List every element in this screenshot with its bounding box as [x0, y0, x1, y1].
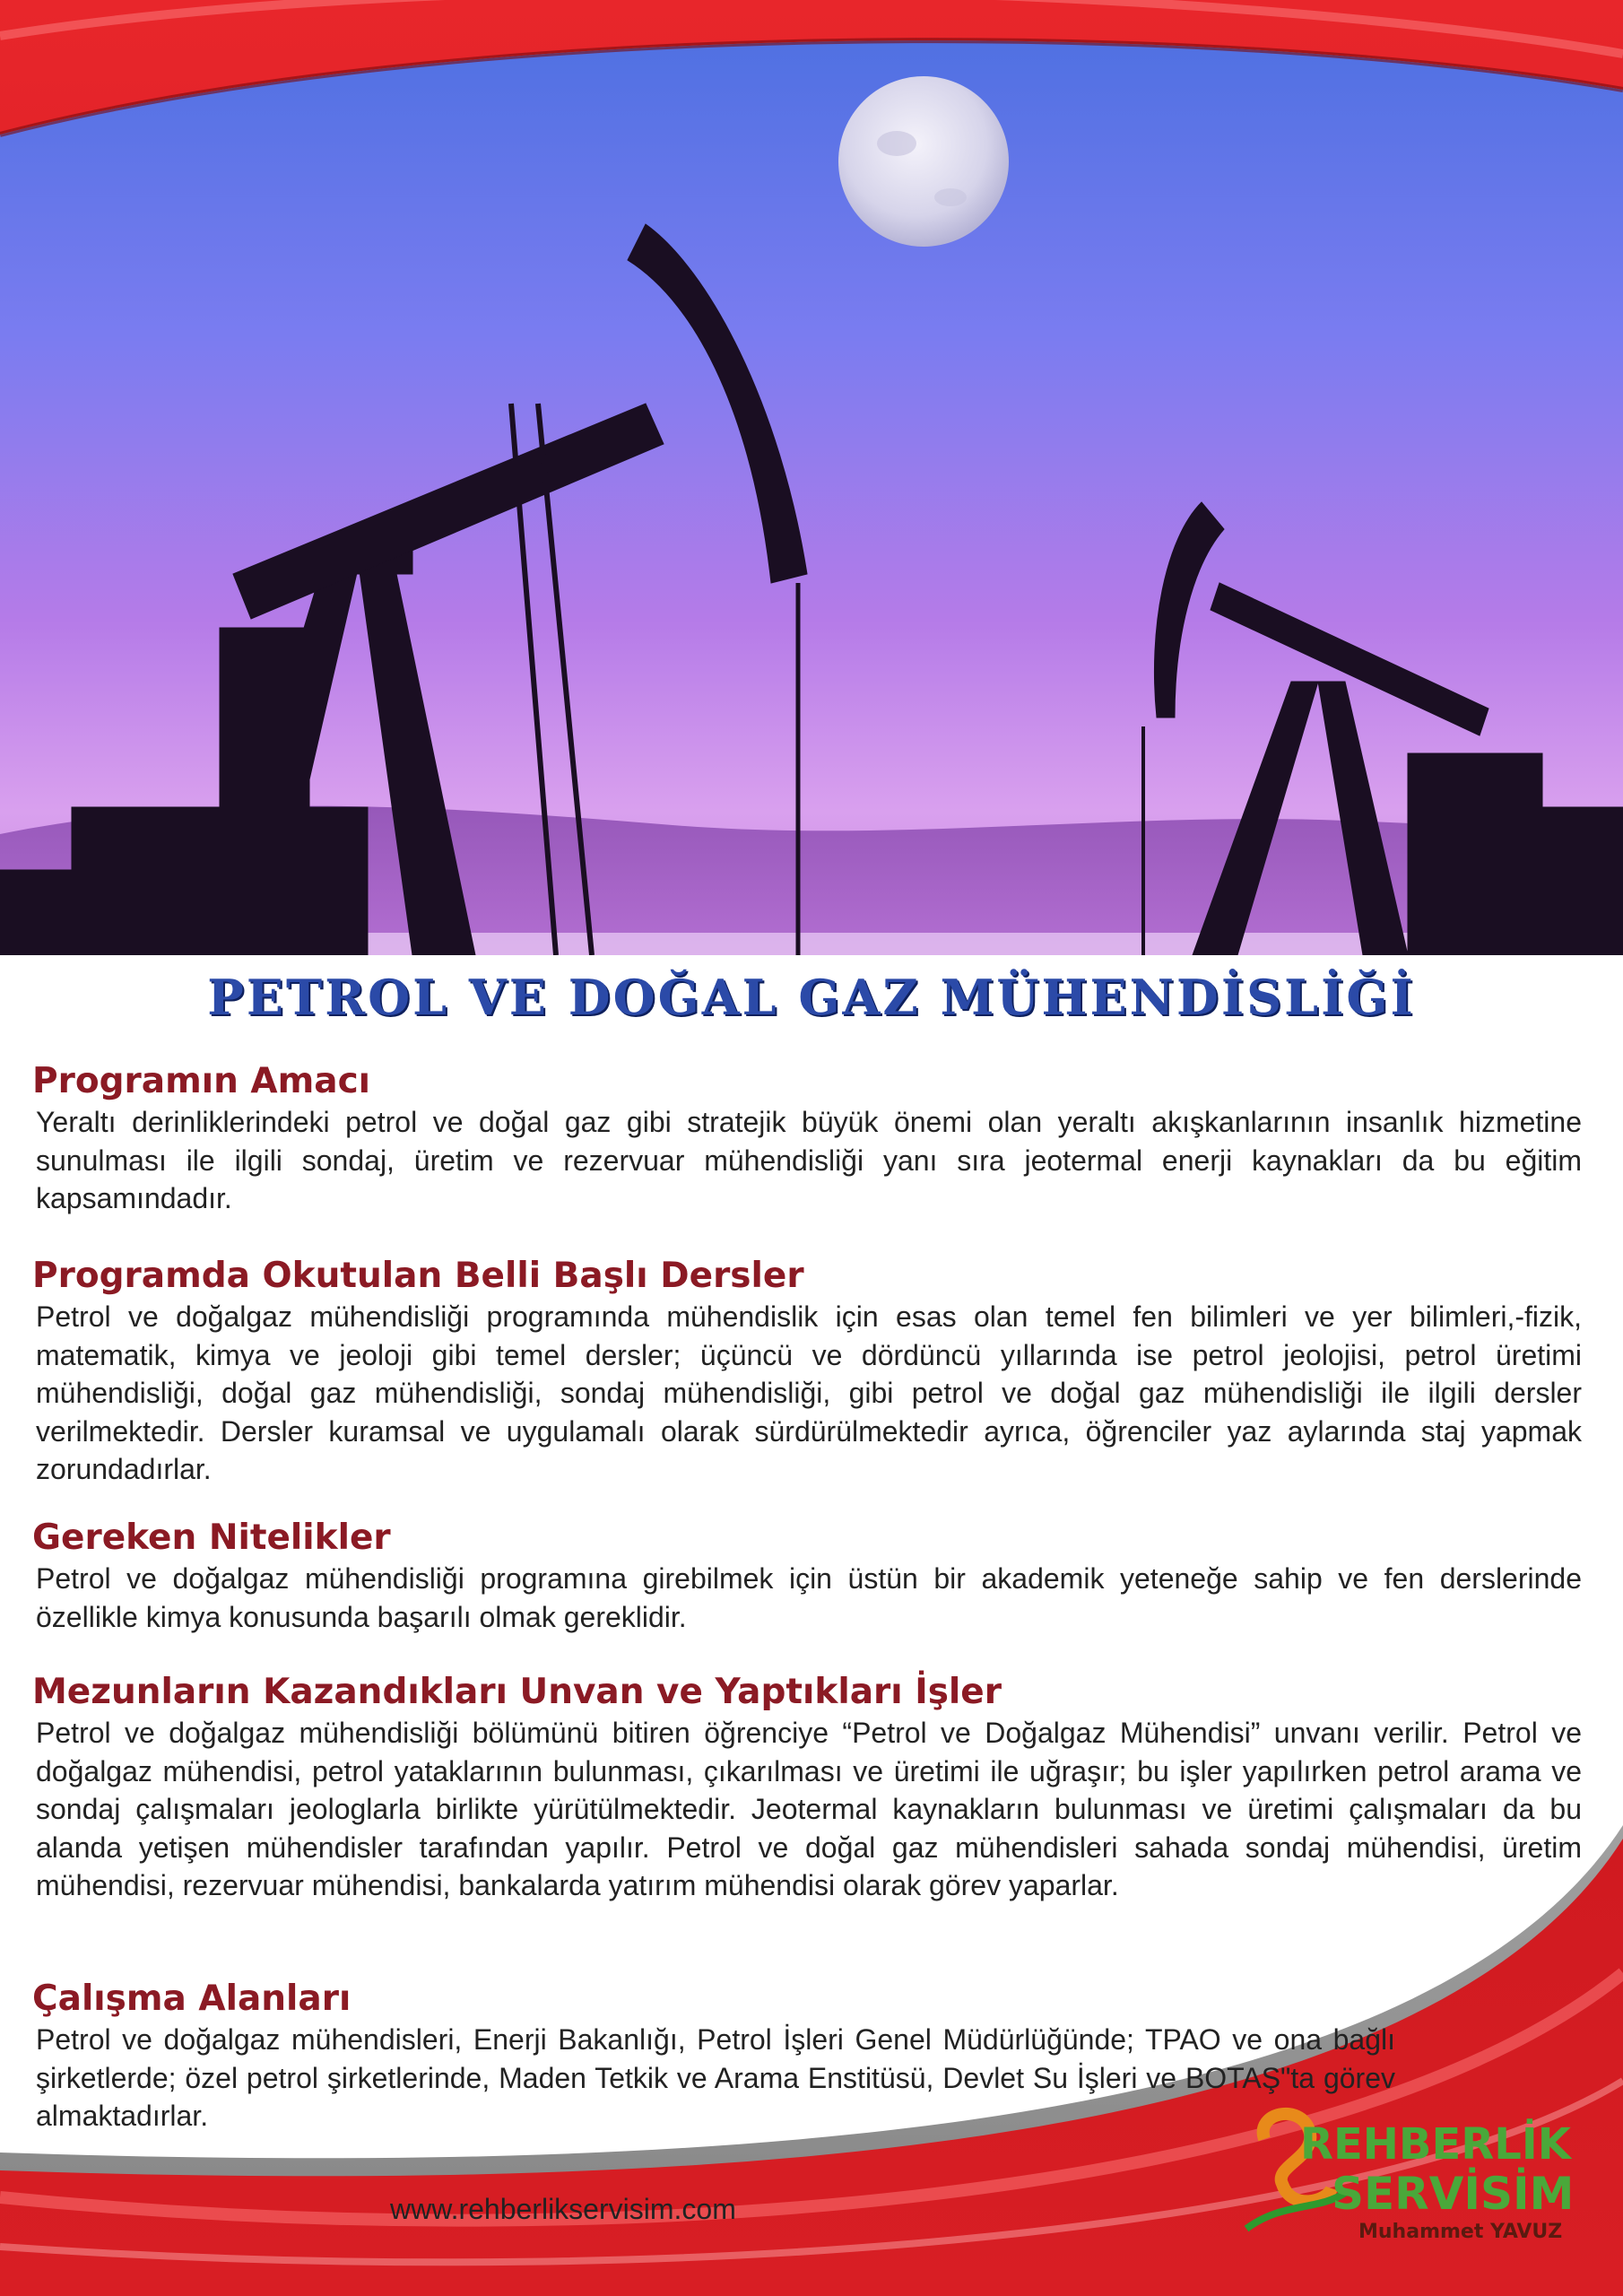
rehberlik-servisim-logo	[1246, 2103, 1575, 2251]
section-heading: Gereken Nitelikler	[32, 1518, 391, 1558]
section-heading: Çalışma Alanları	[32, 1979, 352, 2019]
section-program-purpose	[32, 1061, 1582, 1218]
section-required-qualifications	[32, 1518, 1582, 1636]
website-link[interactable]: www.rehberlikservisim.com	[390, 2193, 736, 2225]
logo-author: Muhammet YAVUZ	[1358, 2221, 1563, 2243]
section-body: Petrol ve doğalgaz mühendisleri, Enerji Bakanlığı, Petrol İşleri Genel Müdürlüğünde; TPAO ve ona bağlı şirketlerde; özel petrol şirketlerinde, Maden Tetkik ve Arama Enstitüsü, Devlet Su İşleri ve BOTAŞ"ta görev almaktadırlar.	[36, 2023, 1395, 2132]
section-main-courses	[32, 1256, 1582, 1489]
section-heading: Programda Okutulan Belli Başlı Dersler	[32, 1256, 804, 1296]
pumpjack-photo	[0, 0, 1623, 955]
section-heading: Programın Amacı	[32, 1061, 371, 1101]
section-work-areas	[32, 1979, 1395, 2135]
logo-text-1: REHBERLİK	[1300, 2119, 1571, 2170]
section-graduate-titles	[32, 1672, 1582, 1905]
section-body: Petrol ve doğalgaz mühendisliği bölümünü bitiren öğrenciye “Petrol ve Doğalgaz Mühendisi” unvanı verilir. Petrol ve doğalgaz mühendisi, petrol yataklarının bulunması, çıkarılması ve üretimi ile uğraşır; bu işler yapılırken petrol arama ve sondaj çalışmaları jeologlarla birlikte yürütülmektedir. Jeotermal kaynakların bulunması ve üretimi çalışmaları da bu alanda yetişen mühendisler tarafından yapılır. Petrol ve doğal gaz mühendisleri sahada sondaj mühendisi, üretim mühendisi, rezervuar mühendisi, bankalarda yatırım mühendisi olarak görev yaparlar.	[36, 1717, 1582, 1901]
page-title: PETROL VE DOĞAL GAZ MÜHENDİSLİĞİ	[207, 969, 1416, 1026]
section-heading: Mezunların Kazandıkları Unvan ve Yaptıkları İşler	[32, 1672, 1002, 1712]
section-body: Petrol ve doğalgaz mühendisliği programında mühendislik için esas olan temel fen bilimleri ve yer bilimleri,-fizik, matematik, kimya ve jeoloji gibi temel dersler; üçüncü ve dördüncü yıllarında ise petrol jeolojisi, petrol üretimi mühendisliği, doğal gaz mühendisliği, sondaj mühendisliği, gibi petrol ve doğal gaz mühendisliği ile ilgili dersler verilmektedir. Dersler kuramsal ve uygulamalı olarak sürdürülmektedir ayrıca, öğrenciler yaz aylarında staj yapmak zorundadırlar.	[36, 1300, 1582, 1485]
section-body: Yeraltı derinliklerindeki petrol ve doğal gaz gibi stratejik büyük önemi olan yeraltı akışkanlarının insanlık hizmetine sunulması ile ilgili sondaj, üretim ve rezervuar mühendisliği yanı sıra jeotermal enerji kaynakları da bu eğitim kapsamındadır.	[36, 1106, 1582, 1214]
section-body: Petrol ve doğalgaz mühendisliği programına girebilmek için üstün bir akademik yeteneğe sahip ve fen derslerinde özellikle kimya konusunda başarılı olmak gereklidir.	[36, 1562, 1582, 1633]
logo-text-2: SERVİSİM	[1332, 2168, 1575, 2220]
